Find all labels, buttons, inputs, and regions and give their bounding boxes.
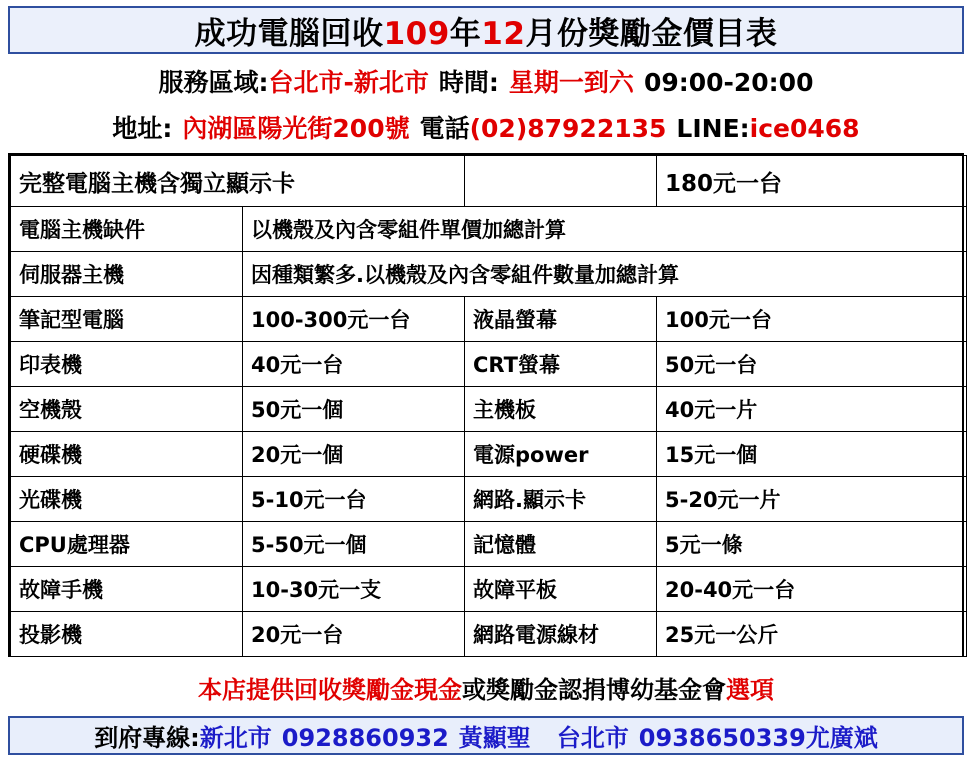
cell-price: 50元一個 [243,387,465,432]
table-row [11,207,967,252]
cell-item: CPU處理器 [11,522,243,567]
line-label: LINE: [676,114,750,143]
cell-price: 20-40元一台 [657,567,967,612]
table-row [11,342,967,387]
cell-item: 記憶體 [465,522,657,567]
table-row [11,612,967,657]
cell-item: 筆記型電腦 [11,297,243,342]
cell-item: 電源power [465,432,657,477]
cell-spacer [465,156,657,207]
line-id-value: ice0468 [749,114,860,143]
cell-price: 100-300元一台 [243,297,465,342]
reward-note [0,670,972,705]
cell-item: 液晶螢幕 [465,297,657,342]
cell-price: 5-20元一片 [657,477,967,522]
cell-item: 硬碟機 [11,432,243,477]
cell-price: 15元一個 [657,432,967,477]
hotline-name-0: 黃顯聖 [458,724,531,752]
cell-item: 印表機 [11,342,243,387]
reward-note-part-2: 選項 [726,676,774,704]
address-value: 內湖區陽光街200號 [182,114,410,143]
cell-price: 100元一台 [657,297,967,342]
cell-item: 電腦主機缺件 [11,207,243,252]
cell-price: 5-10元一台 [243,477,465,522]
cell-price: 20元一台 [243,612,465,657]
cell-item: 故障平板 [465,567,657,612]
title-banner [8,6,964,54]
phone-label: 電話 [419,114,470,143]
table-row [11,432,967,477]
table-row [11,297,967,342]
service-hours: 09:00-20:00 [643,68,814,97]
reward-note-part-0: 本店提供回收獎勵金現金 [198,676,462,704]
hotline-name-1: 尤廣斌 [805,724,878,752]
service-area-label: 服務區域: [158,68,269,97]
cell-item: 投影機 [11,612,243,657]
hotline-banner [8,716,964,755]
table-row [11,252,967,297]
price-table-wrapper [8,153,964,657]
table-row [11,156,967,207]
cell-item: 故障手機 [11,567,243,612]
cell-note: 因種類繁多.以機殼及內含零組件數量加總計算 [243,252,967,297]
title-part-4: 月份獎勵金價目表 [525,15,778,52]
table-row [11,567,967,612]
cell-price: 40元一片 [657,387,967,432]
address-label: 地址: [112,114,173,143]
service-days: 星期一到六 [508,68,634,97]
cell-price: 5元一條 [657,522,967,567]
table-row [11,387,967,432]
title-part-0: 成功電腦回收 [194,15,384,52]
cell-item: 伺服器主機 [11,252,243,297]
table-row [11,477,967,522]
page-title [195,8,778,53]
hotline-label: 到府專線: [94,724,200,752]
cell-price: 20元一個 [243,432,465,477]
cell-price: 10-30元一支 [243,567,465,612]
service-time-label: 時間: [438,68,499,97]
hotline-city-0: 新北市 [199,724,272,752]
hotline-phone-1: 0938650339 [638,724,806,752]
cell-price: 40元一台 [243,342,465,387]
cell-item: 網路電源線材 [465,612,657,657]
service-area-line [0,63,972,99]
cell-item: 網路.顯示卡 [465,477,657,522]
cell-item: 完整電腦主機含獨立顯示卡 [11,156,465,207]
title-part-2: 年 [449,15,482,52]
contact-line [0,109,972,145]
cell-price: 5-50元一個 [243,522,465,567]
cell-item: 空機殼 [11,387,243,432]
cell-note: 以機殼及內含零組件單價加總計算 [243,207,967,252]
cell-price: 50元一台 [657,342,967,387]
cell-item: 主機板 [465,387,657,432]
price-table [10,155,967,657]
hotline-line [94,718,878,753]
title-part-3: 12 [481,15,526,52]
cell-item: CRT螢幕 [465,342,657,387]
table-row [11,522,967,567]
service-area-value: 台北市-新北市 [268,68,429,97]
reward-note-part-1: 或獎勵金認捐博幼基金會 [462,676,726,704]
cell-price: 25元一公斤 [657,612,967,657]
hotline-city-1: 台北市 [556,724,629,752]
hotline-phone-0: 0928860932 [281,724,449,752]
title-part-1: 109 [383,15,450,52]
phone-value: (02)87922135 [469,114,667,143]
cell-price: 180元一台 [657,156,967,207]
cell-item: 光碟機 [11,477,243,522]
